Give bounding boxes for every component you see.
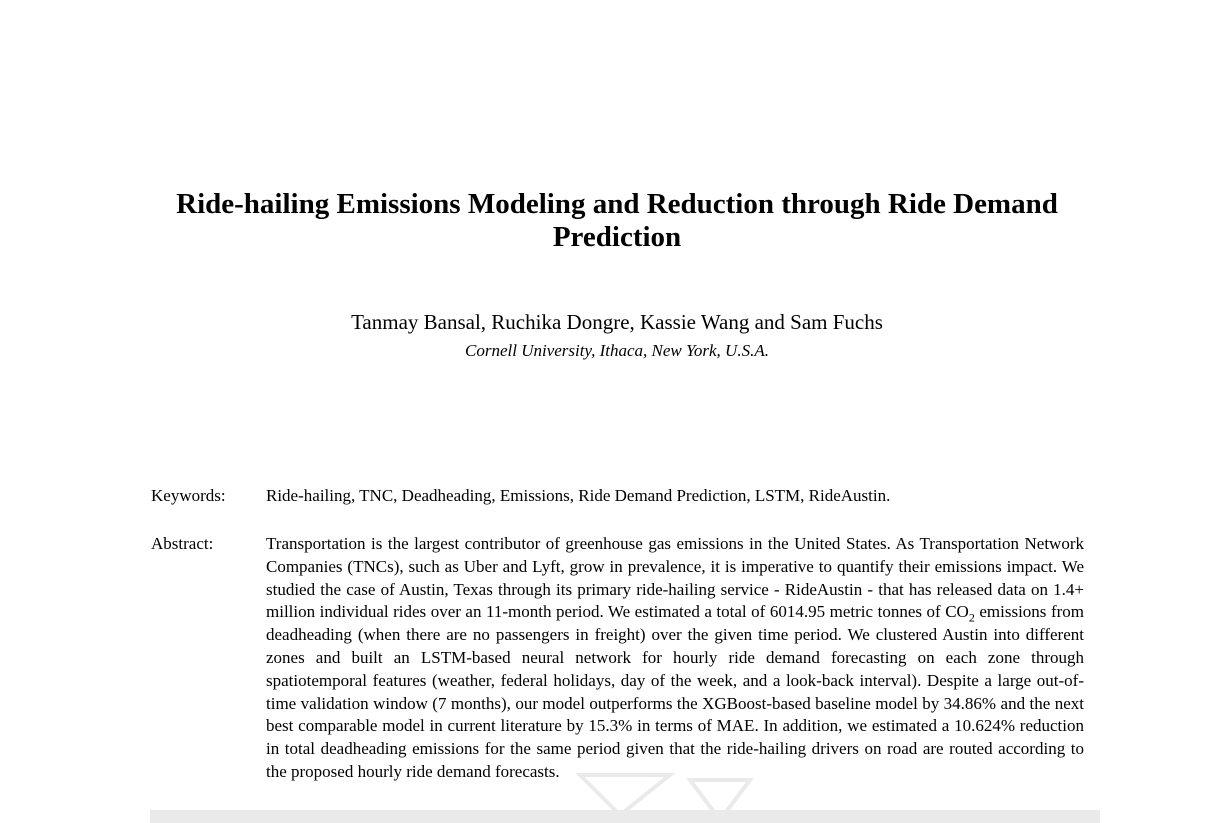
author-list: Tanmay Bansal, Ruchika Dongre, Kassie Wang and Sam Fuchs (351, 310, 883, 334)
co2-subscript: 2 (968, 610, 975, 625)
author-affiliation: Cornell University, Ithaca, New York, U.S.A. (465, 341, 769, 360)
keywords-text: Ride-hailing, TNC, Deadheading, Emissions, Ride Demand Prediction, LSTM, RideAustin. (266, 486, 891, 505)
abstract-text-part1: Transportation is the largest contributor of greenhouse gas emissions in the United States. As Transportation Network Companies (TNCs), such as Uber and Lyft, grow in prevalence, it is imperative to quantify their emissions impact. We studied the case of Austin, Texas through its primary ride-hailing service - RideAustin - that has released data on 1.4+ million individual rides over an 11-month period. We estimated a total of 6014.95 metric tonnes of CO (266, 534, 1084, 622)
keywords-label: Keywords: (151, 486, 226, 505)
abstract-text-part2: emissions from deadheading (when there are no passengers in freight) over the given time period. We clustered Austin into different zones and built an LSTM-based neural network for hourly ride demand forecasting on each zone through spatiotemporal features (weather, federal holidays, day of the week, and a look-back interval). Despite a large out-of-time validation window (7 months), our model outperforms the XGBoost-based baseline model by 34.86% and the next best comparable model in current literature by 15.3% in terms of MAE. In addition, we estimated a 10.624% reduction in total deadheading emissions for the same period given that the ride-hailing drivers on road are routed according to the proposed hourly ride demand forecasts. (266, 602, 1084, 781)
abstract-text (266, 533, 1084, 784)
abstract-label: Abstract: (151, 534, 214, 553)
paper-title: Ride-hailing Emissions Modeling and Reduction through Ride Demand Prediction (176, 188, 1058, 253)
